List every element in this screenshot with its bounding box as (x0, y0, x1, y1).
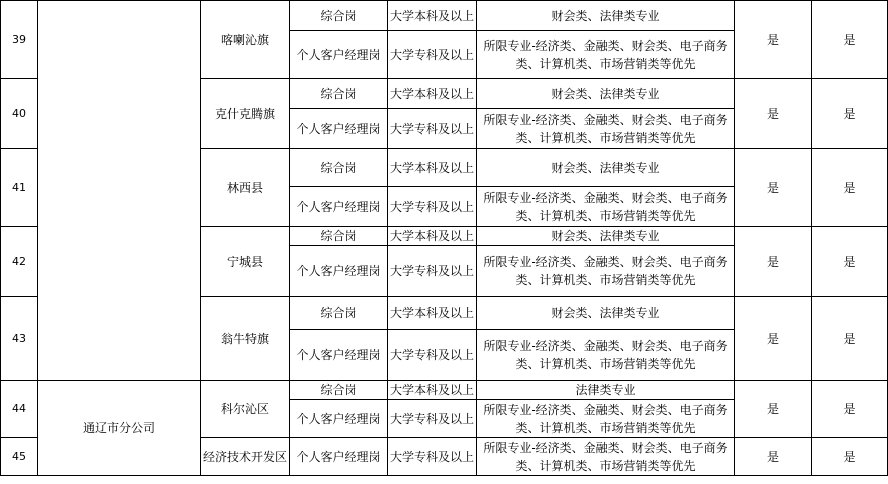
flag-b: 是 (812, 227, 888, 297)
education: 大学本科及以上 (388, 227, 477, 246)
flag-a: 是 (735, 79, 812, 149)
row-number: 40 (1, 79, 38, 149)
flag-b: 是 (812, 79, 888, 149)
education: 大学本科及以上 (388, 79, 477, 109)
major: 所限专业-经济类、金融类、财会类、电子商务类、计算机类、市场营销类等优先 (477, 31, 735, 79)
major: 所限专业-经济类、金融类、财会类、电子商务类、计算机类、市场营销类等优先 (477, 400, 735, 438)
county-name: 科尔沁区 (201, 381, 290, 438)
education: 大学专科及以上 (388, 246, 477, 297)
major: 所限专业-经济类、金融类、财会类、电子商务类、计算机类、市场营销类等优先 (477, 187, 735, 227)
major: 财会类、法律类专业 (477, 149, 735, 187)
position: 综合岗 (290, 297, 388, 330)
education: 大学专科及以上 (388, 400, 477, 438)
flag-a: 是 (735, 1, 812, 79)
major: 财会类、法律类专业 (477, 1, 735, 31)
flag-b: 是 (812, 438, 888, 476)
county-name: 喀喇沁旗 (201, 1, 290, 79)
county-name: 经济技术开发区 (201, 438, 290, 476)
major: 法律类专业 (477, 381, 735, 400)
major: 财会类、法律类专业 (477, 227, 735, 246)
flag-a: 是 (735, 297, 812, 381)
education: 大学本科及以上 (388, 297, 477, 330)
county-name: 林西县 (201, 149, 290, 227)
position: 个人客户经理岗 (290, 31, 388, 79)
education: 大学本科及以上 (388, 149, 477, 187)
county-name: 克什克腾旗 (201, 79, 290, 149)
position: 个人客户经理岗 (290, 400, 388, 438)
position: 综合岗 (290, 381, 388, 400)
position: 个人客户经理岗 (290, 330, 388, 381)
education: 大学专科及以上 (388, 109, 477, 149)
education: 大学专科及以上 (388, 31, 477, 79)
position: 个人客户经理岗 (290, 438, 388, 476)
county-name: 宁城县 (201, 227, 290, 297)
branch-cell-empty (38, 1, 201, 381)
position: 综合岗 (290, 79, 388, 109)
flag-a: 是 (735, 381, 812, 438)
education: 大学专科及以上 (388, 330, 477, 381)
row-number: 43 (1, 297, 38, 381)
row-number: 42 (1, 227, 38, 297)
major: 所限专业-经济类、金融类、财会类、电子商务类、计算机类、市场营销类等优先 (477, 246, 735, 297)
flag-a: 是 (735, 438, 812, 476)
education: 大学专科及以上 (388, 438, 477, 476)
position: 个人客户经理岗 (290, 109, 388, 149)
education: 大学专科及以上 (388, 187, 477, 227)
row-number: 41 (1, 149, 38, 227)
major: 所限专业-经济类、金融类、财会类、电子商务类、计算机类、市场营销类等优先 (477, 330, 735, 381)
flag-a: 是 (735, 149, 812, 227)
position: 个人客户经理岗 (290, 187, 388, 227)
major: 财会类、法律类专业 (477, 79, 735, 109)
position: 综合岗 (290, 149, 388, 187)
major: 财会类、法律类专业 (477, 297, 735, 330)
row-number: 45 (1, 438, 38, 476)
row-number: 39 (1, 1, 38, 79)
major: 所限专业-经济类、金融类、财会类、电子商务类、计算机类、市场营销类等优先 (477, 438, 735, 476)
education: 大学本科及以上 (388, 1, 477, 31)
major: 所限专业-经济类、金融类、财会类、电子商务类、计算机类、市场营销类等优先 (477, 109, 735, 149)
position: 综合岗 (290, 1, 388, 31)
branch-name: 通辽市分公司 (38, 381, 201, 476)
row-number: 44 (1, 381, 38, 438)
flag-b: 是 (812, 149, 888, 227)
education: 大学本科及以上 (388, 381, 477, 400)
position: 个人客户经理岗 (290, 246, 388, 297)
county-name: 翁牛特旗 (201, 297, 290, 381)
flag-b: 是 (812, 297, 888, 381)
flag-a: 是 (735, 227, 812, 297)
position: 综合岗 (290, 227, 388, 246)
flag-b: 是 (812, 381, 888, 438)
flag-b: 是 (812, 1, 888, 79)
